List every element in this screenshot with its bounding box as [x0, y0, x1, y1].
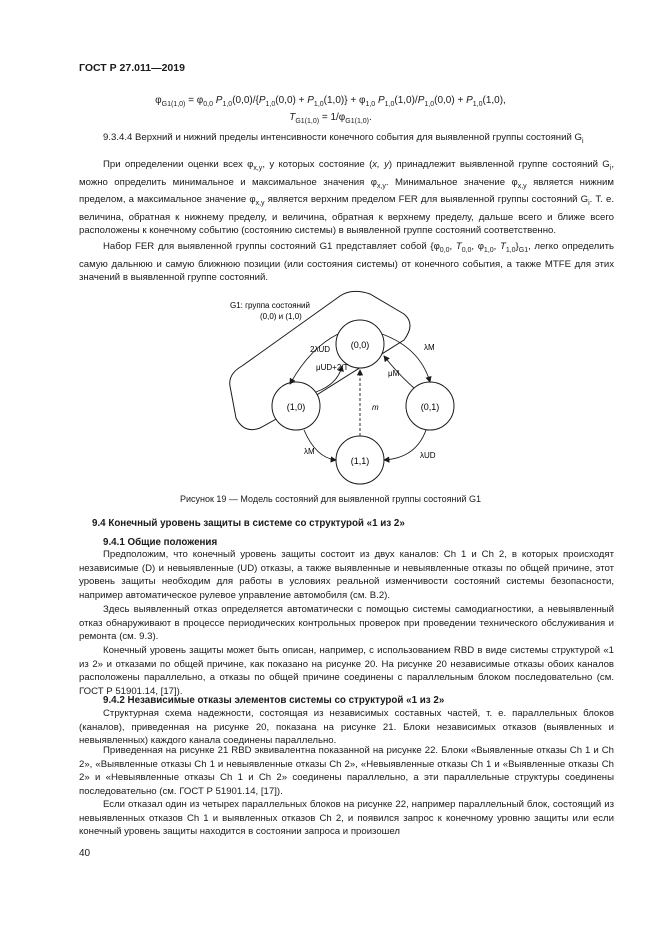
group-label-line1: G1: группа состояний — [230, 301, 310, 310]
paragraph-failed-block: Если отказал один из четырех параллельных блоков на рисунке 22, например параллельный блок, состоящий из невыявленных отказов Ch 1 и выявленных отказов Ch 2, и появился запрос к конечному уровню защиты или если конечный уровень защиты находится в состоянии запроса и произошел — [79, 799, 614, 838]
paragraph-9-3-4-4: 9.3.4.4 Верхний и нижний пределы интенсивности конечного события для выявленной группы состояний $G_i$ — [103, 132, 584, 145]
label-mu-ud: μUD+2/T — [316, 363, 349, 372]
paragraph-rbd: Конечный уровень защиты может быть описан, например, с использованием RBD в виде системы структурой «1 из 2» и отказами по общей причине, как показано на рисунке 20. На рисунке 20 независимые отказы обоих каналов расположены параллельно, а отказы по общей причине соединены с параллельным блоком последовательно (см. ГОСТ Р 51901.14, [17]). — [79, 645, 614, 697]
label-mu-m: μM — [388, 369, 400, 378]
label-lambda-m-bottom: λM — [304, 447, 315, 456]
heading-9-4: 9.4 Конечный уровень защиты в системе со структурой «1 из 2» — [92, 518, 405, 529]
paragraph-two-channels: Предположим, что конечный уровень защиты состоит из двух каналов: Ch 1 и Ch 2, в которых происходят независимые (D) и невыявленные (UD) отказы, а также выявленные и невыявленные отказы по общей причине, этот уровень защиты необходим для работы в условиях реальной изменчивости состояний системы безопасности, например автоматическое рулевое управление автомобиля (см. В.2). — [79, 549, 614, 601]
arrow-00-to-10 — [290, 334, 338, 384]
paragraph-detected-failure: Здесь выявленный отказ определяется автоматически с помощью системы самодиагностики, а невыявленный отказ обнаруживают в процессе периодических контрольных проверок при проведении технического обслуживания и ремонта (см. 9.3). — [79, 604, 614, 643]
label-lambda-m-top: λM — [424, 343, 435, 352]
page-number: 40 — [79, 848, 91, 859]
state-0-0-label: (0,0) — [350, 340, 370, 350]
label-m: m — [372, 403, 379, 412]
paragraph-estimation: При определении оценки всех $\varphi_{x,y}$, у которых состояние (x, y) принадлежит выявленной группе состояний $G_i$, можно определить минимальное и максимальное значения $\varphi_{x,y}$. Минимальное значение $\varphi_{x,y}$ является нижним пределом, а максимальное значение $\varphi_{x,y}$ является верхним пределом FER для выявленной группы состояний $G_i$. Т. е. величина, обратная к нижнему пределу, и величина, обратная к верхнему пределу, дальше всего и ближе всего расположены к конечному событию (состоянию системы) в выявленной группе состояний соответственно. — [79, 159, 614, 237]
paragraph-fer-set: Набор FER для выявленной группы состояний G1 представляет собой {$\varphi_{0,0}$, $T_{0,0}$, $\varphi_{1,0}$, $T_{1,0}\}_{G1}$, легко определить самую дальнюю и самую ближнюю позиции (или состояния системы) от конечного события, а также MTFE для этих значений в выявленной группе состояний. — [79, 241, 615, 284]
document-header: ГОСТ Р 27.011—2019 — [79, 62, 185, 74]
label-2-lambda-ud: 2λUD — [310, 345, 331, 354]
figure-caption: Рисунок 19 — Модель состояний для выявленной группы состояний G1 — [179, 494, 482, 504]
heading-9-4-2: 9.4.2 Независимые отказы элементов системы со структурой «1 из 2» — [103, 695, 445, 706]
state-1-0-label: (1,0) — [286, 402, 306, 412]
group-label-line2: (0,0) и (1,0) — [260, 312, 302, 321]
formula-t: $T_{G1(1,0)} = 1/\varphi_{G1(1,0)}$. — [289, 112, 372, 125]
state-1-1-label: (1,1) — [350, 456, 370, 466]
paragraph-rbd-equivalent: Приведенная на рисунке 21 RBD эквивалентна показанной на рисунке 22. Блоки «Выявленные отказы Ch 1 и Ch 2», «Выявленные отказы Ch 1 и невыявленные отказы Ch 2», «Невыявленные отказы Ch 1 и «Выявленные отказы Ch 2» и «Невыявленные отказы Ch 1 и Ch 2» соединены параллельно, а эти параллельные структуры соединены последовательно (см. ГОСТ Р 51901.14, [17]). — [79, 745, 614, 797]
state-model-diagram — [220, 288, 460, 488]
paragraph-reliability-structure: Структурная схема надежности, состоящая из независимых составных частей, т. е. параллельных блоков (каналов), приведенная на рисунке 20, показана на рисунке 21. Блоки независимых отказов (выявленных и невыявленных) каждого канала соединены параллельно. — [79, 708, 614, 747]
label-lambda-ud: λUD — [420, 451, 436, 460]
heading-9-4-1: 9.4.1 Общие положения — [103, 537, 218, 548]
formula-phi: $\varphi_{G1(1,0)} = \varphi_{0,0}$ $P_{1,0}(0,0)/\{P_{1,0}(0,0) + P_{1,0}(1,0)\} + \varphi_{1,0}$ $P_{1,0}(1,0)/P_{1,0}(0,0) + P_{1,0}(1,0)$, — [155, 95, 506, 108]
state-0-1-label: (0,1) — [420, 402, 440, 412]
